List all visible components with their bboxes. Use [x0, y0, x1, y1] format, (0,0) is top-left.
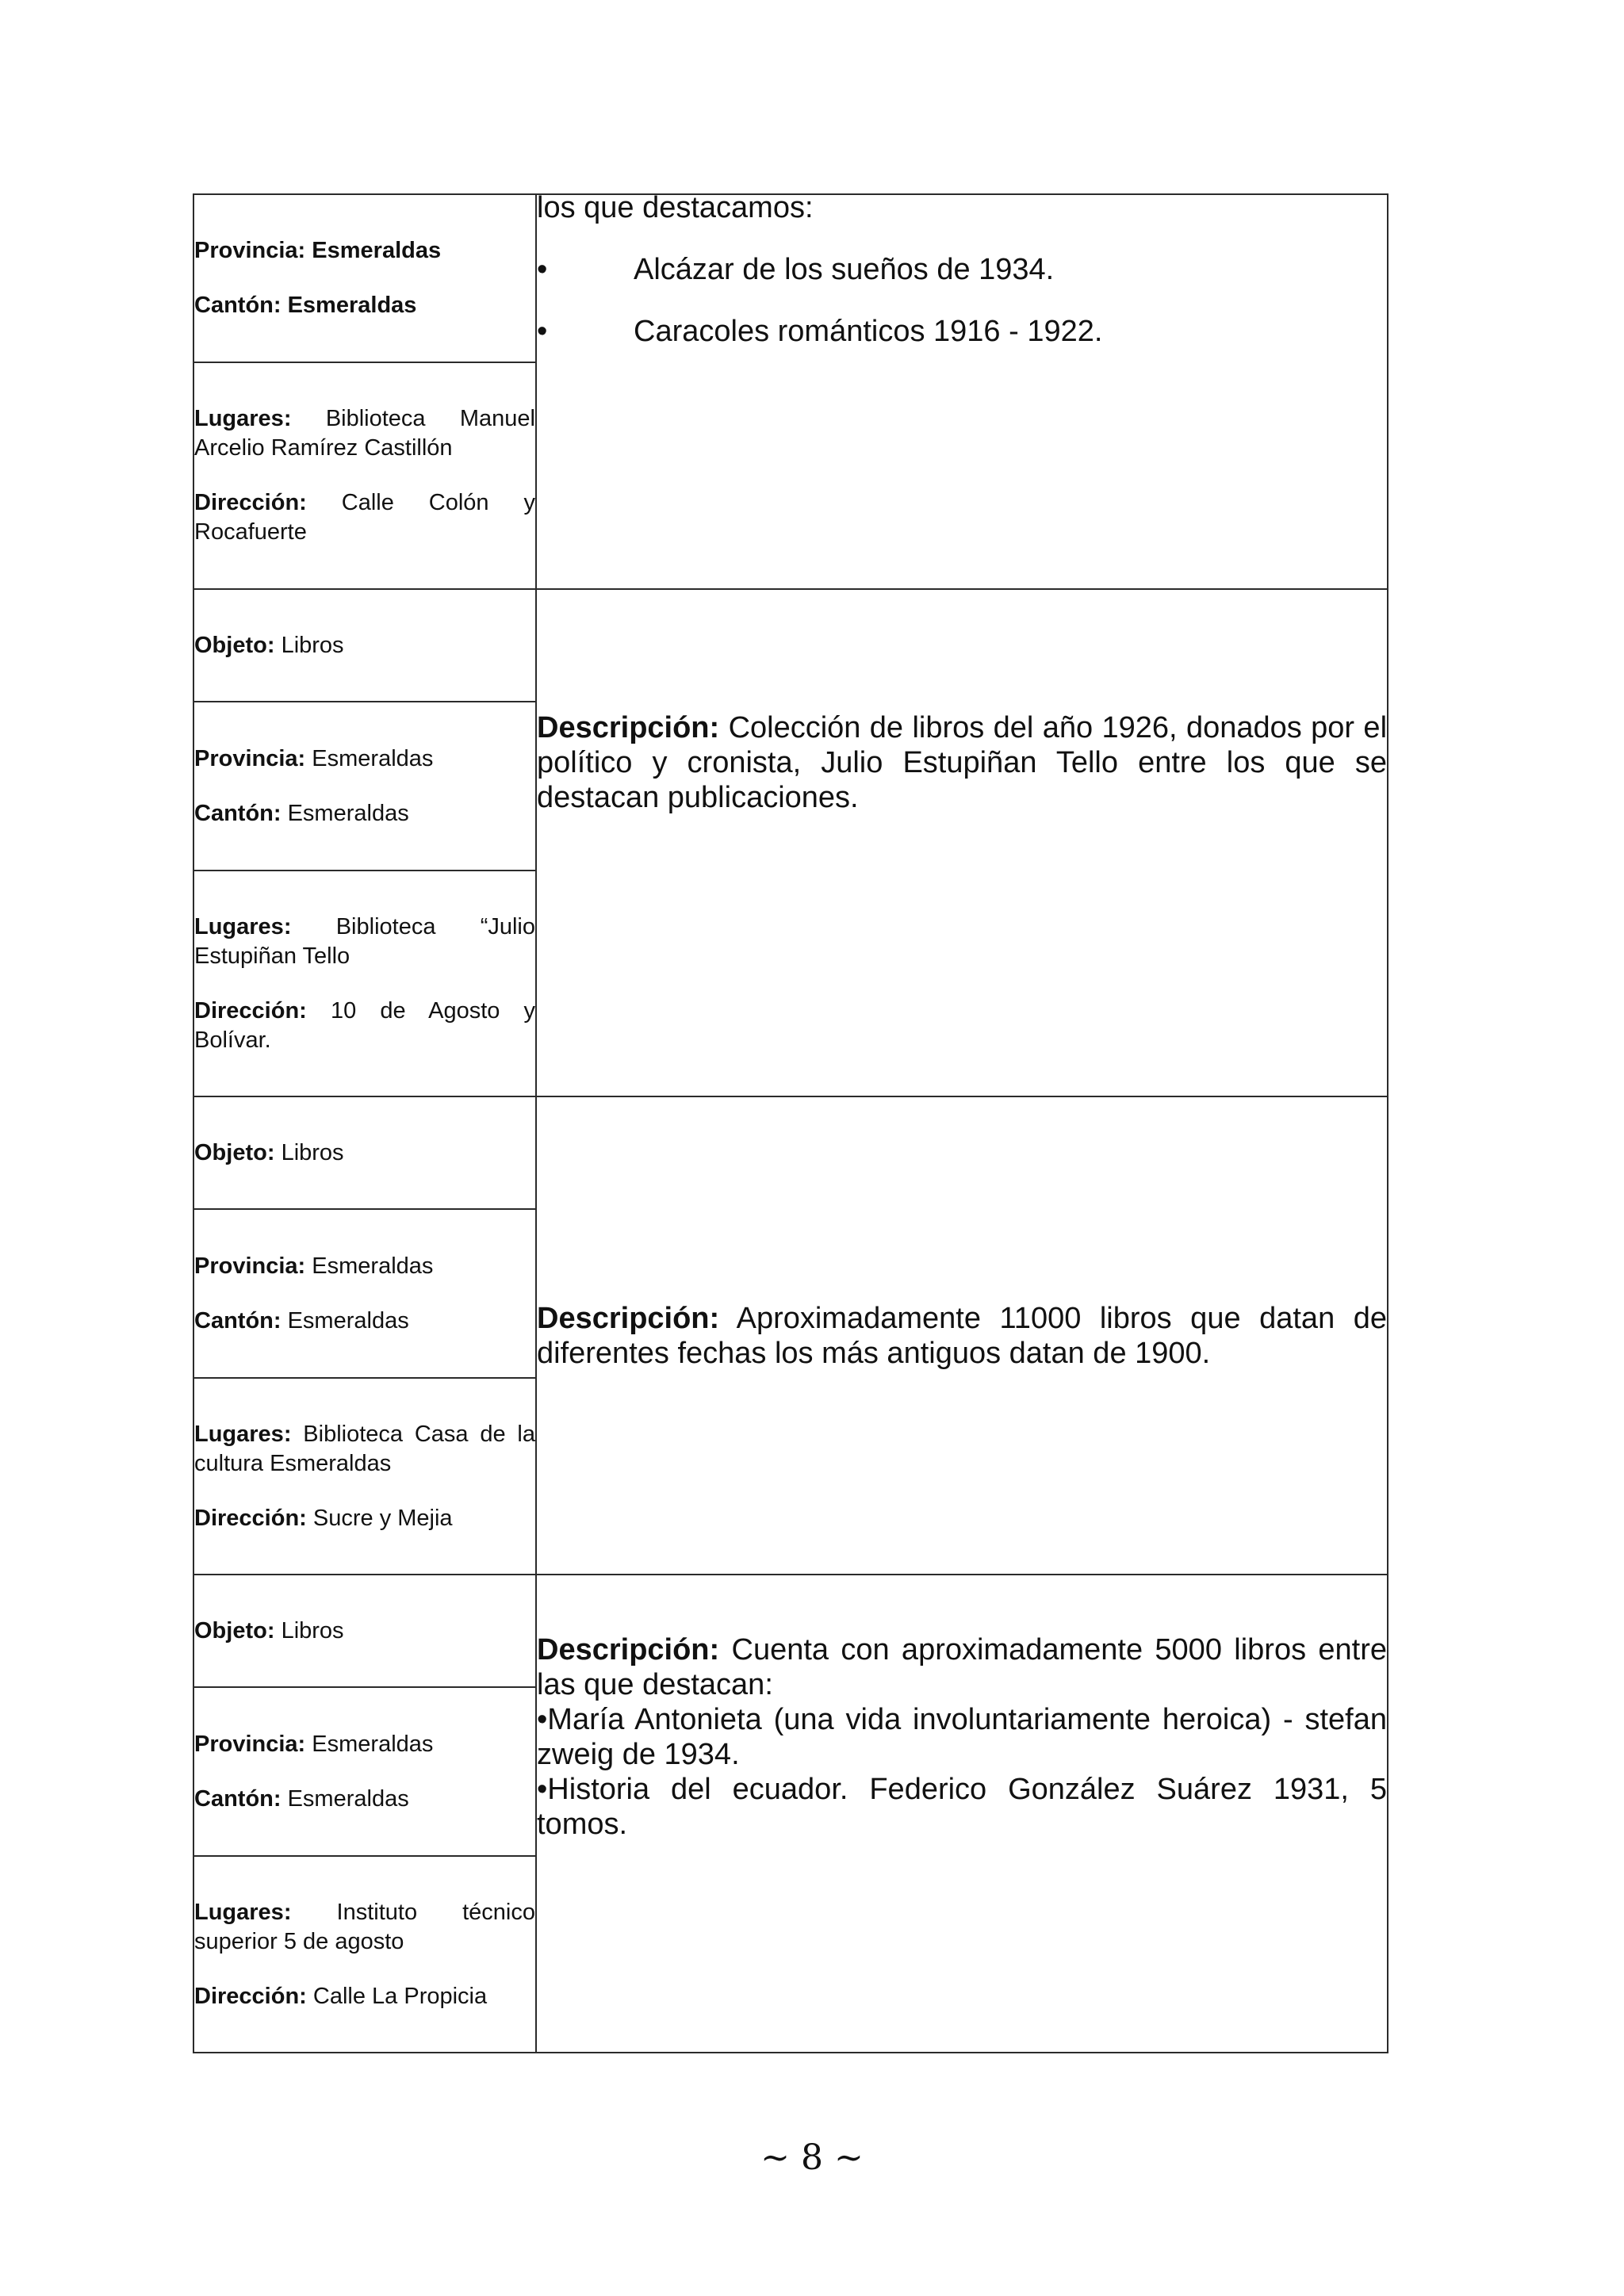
direccion-label: Dirección: — [194, 1505, 307, 1531]
list-item — [537, 252, 1387, 287]
direccion-field — [194, 488, 535, 547]
canton-label: Cantón: — [194, 1785, 282, 1812]
lugares-label: Lugares: — [194, 406, 292, 431]
description-label: Descripción: — [537, 1633, 720, 1667]
canton-value: Esmeraldas — [287, 800, 409, 826]
objeto-value: Libros — [281, 632, 344, 658]
inventory-table — [193, 193, 1388, 2053]
direccion-field — [194, 1504, 535, 1533]
provincia-value: Esmeraldas — [312, 1731, 434, 1757]
lugares-field — [194, 1898, 535, 1957]
lugares-direccion-cell — [193, 362, 536, 589]
description-label: Descripción: — [537, 711, 720, 744]
provincia-field — [194, 744, 535, 774]
direccion-label: Dirección: — [194, 997, 307, 1024]
objeto-field — [194, 631, 535, 660]
page-number: ~ 8 ~ — [760, 2137, 864, 2178]
provincia-field — [194, 1252, 535, 1281]
table-row — [193, 194, 1388, 362]
provincia-canton-cell — [193, 702, 536, 871]
canton-field — [194, 799, 535, 828]
list-item: •María Antonieta (una vida involuntariamente heroica) - stefan zweig de 1934. — [537, 1703, 1387, 1771]
description-intro: los que destacamos: — [537, 191, 814, 224]
direccion-field — [194, 1982, 535, 2011]
lugares-label: Lugares: — [194, 1421, 292, 1447]
lugares-field — [194, 1420, 535, 1479]
description-cell — [536, 1575, 1388, 2053]
list-item-text: Caracoles románticos 1916 - 1922. — [634, 315, 1103, 348]
objeto-label: Objeto: — [194, 1617, 275, 1644]
direccion-field — [194, 997, 535, 1055]
lugares-direccion-cell — [193, 871, 536, 1096]
description-text — [537, 1301, 1387, 1371]
lugares-label: Lugares: — [194, 1899, 292, 1925]
list-item: •Historia del ecuador. Federico González Suárez 1931, 5 tomos. — [537, 1773, 1387, 1841]
description-cell — [536, 1096, 1388, 1575]
objeto-value: Libros — [281, 1139, 344, 1165]
bullet-marker: • — [537, 253, 548, 286]
description-label: Descripción: — [537, 1301, 720, 1335]
provincia-value: Esmeraldas — [312, 745, 434, 771]
canton-label: Cantón: — [194, 800, 282, 826]
provincia-canton-cell — [193, 194, 536, 362]
objeto-cell — [193, 1575, 536, 1687]
lugares-field — [194, 404, 535, 463]
lugares-value: Instituto técnico superior 5 de agosto — [194, 1899, 536, 1954]
provincia-field — [194, 1730, 535, 1759]
lugares-direccion-cell — [193, 1378, 536, 1575]
list-item-text: Alcázar de los sueños de 1934. — [634, 253, 1055, 286]
description-text — [537, 1632, 1387, 1702]
canton-value: Esmeraldas — [287, 1785, 409, 1812]
canton-field — [194, 1307, 535, 1336]
objeto-label: Objeto: — [194, 632, 275, 658]
provincia-canton-cell — [193, 1209, 536, 1378]
provincia-label: Provincia: — [194, 1253, 306, 1279]
canton-field: Cantón: Esmeraldas — [194, 293, 417, 318]
table-row — [193, 589, 1388, 702]
lugares-value: Biblioteca Casa de la cultura Esmeraldas — [194, 1421, 535, 1476]
objeto-value: Libros — [281, 1617, 344, 1644]
canton-label: Cantón: — [194, 1307, 282, 1334]
direccion-value: 10 de Agosto y Bolívar. — [194, 997, 535, 1053]
objeto-cell — [193, 589, 536, 702]
lugares-field — [194, 913, 535, 971]
description-value: Colección de libros del año 1926, donados por el político y cronista, Julio Estupiñan Tello entre los que se destacan publicaciones. — [537, 711, 1388, 814]
table-row — [193, 1575, 1388, 1687]
direccion-label: Dirección: — [194, 490, 307, 515]
direccion-value: Calle La Propicia — [312, 1983, 488, 2009]
description-value: Aproximadamente 11000 libros que datan de diferentes fechas los más antiguos datan de 1900. — [537, 1301, 1387, 1370]
table-row — [193, 1096, 1388, 1209]
canton-field — [194, 1785, 535, 1814]
description-text — [537, 710, 1387, 815]
lugares-value: Biblioteca “Julio Estupiñan Tello — [194, 913, 535, 969]
direccion-value: Sucre y Mejia — [312, 1505, 453, 1531]
lugares-label: Lugares: — [194, 913, 292, 939]
bullet-marker: • — [537, 315, 548, 348]
lugares-direccion-cell — [193, 1856, 536, 2053]
provincia-field: Provincia: Esmeraldas — [194, 238, 442, 263]
provincia-label: Provincia: — [194, 1731, 306, 1757]
provincia-label: Provincia: — [194, 745, 306, 771]
lugares-value: Biblioteca Manuel Arcelio Ramírez Castillón — [194, 406, 535, 461]
description-cell — [536, 589, 1388, 1096]
direccion-value: Calle Colón y Rocafuerte — [194, 490, 535, 545]
description-value: Cuenta con aproximadamente 5000 libros entre las que destacan: — [537, 1633, 1388, 1701]
description-cell — [536, 191, 1388, 589]
objeto-field — [194, 1617, 535, 1646]
provincia-canton-cell — [193, 1687, 536, 1856]
list-item — [537, 314, 1387, 349]
objeto-label: Objeto: — [194, 1139, 275, 1165]
objeto-cell — [193, 1096, 536, 1209]
direccion-label: Dirección: — [194, 1983, 307, 2009]
objeto-field — [194, 1138, 535, 1168]
canton-value: Esmeraldas — [287, 1307, 409, 1334]
provincia-value: Esmeraldas — [312, 1253, 434, 1279]
